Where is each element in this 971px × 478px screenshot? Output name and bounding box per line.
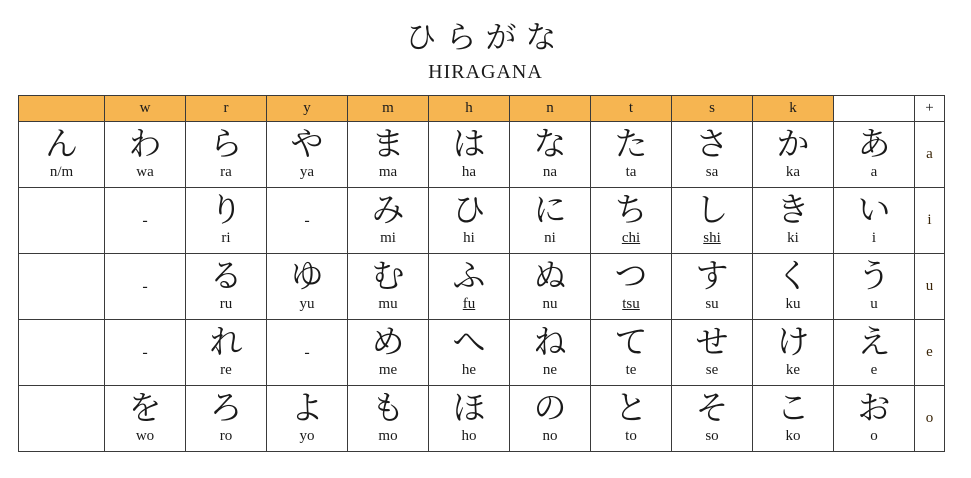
kana-cell-ha — [429, 122, 510, 188]
kana-glyph: か — [776, 127, 810, 164]
column-header-y: y — [267, 96, 348, 122]
column-header-r: r — [186, 96, 267, 122]
romaji-label: he — [461, 361, 477, 378]
kana-glyph: て — [614, 325, 648, 362]
kana-cell-wa — [105, 122, 186, 188]
kana-cell-ru — [186, 254, 267, 320]
romaji-label: ku — [785, 295, 801, 312]
page-subtitle: HIRAGANA — [428, 61, 543, 83]
romaji-label: sa — [705, 163, 719, 180]
kana-row-e — [19, 320, 945, 386]
kana-cell-e — [834, 320, 915, 386]
vowel-label-e: e — [915, 320, 945, 386]
romaji-label: ro — [219, 427, 233, 444]
kana-cell-i — [834, 188, 915, 254]
kana-cell-ni — [510, 188, 591, 254]
hiragana-chart-page — [0, 12, 971, 452]
empty-cell — [19, 254, 105, 320]
kana-cell-u — [834, 254, 915, 320]
romaji-label: mo — [378, 427, 398, 444]
kana-cell-mi — [348, 188, 429, 254]
romaji-label: shi — [703, 229, 721, 246]
kana-glyph: み — [371, 193, 405, 230]
kana-cell-ya — [267, 122, 348, 188]
romaji-label: se — [705, 361, 719, 378]
kana-cell-sa — [672, 122, 753, 188]
kana-glyph: せ — [695, 325, 729, 362]
romaji-label: yo — [299, 427, 315, 444]
column-header-blank-left — [19, 96, 105, 122]
kana-glyph: む — [371, 259, 405, 296]
kana-cell-he — [429, 320, 510, 386]
romaji-label: ha — [461, 163, 477, 180]
table-body — [19, 122, 945, 452]
header-row — [19, 96, 945, 122]
romaji-label: no — [542, 427, 558, 444]
kana-glyph: ぬ — [533, 259, 567, 296]
romaji-label: a — [870, 163, 878, 180]
dash-cell — [105, 320, 186, 386]
kana-cell-mu — [348, 254, 429, 320]
kana-glyph: こ — [776, 391, 810, 428]
vowel-label-o: o — [915, 386, 945, 452]
dash-mark: - — [304, 343, 310, 361]
kana-glyph: ほ — [452, 391, 486, 428]
kana-glyph: ろ — [209, 391, 243, 428]
kana-row-i — [19, 188, 945, 254]
column-header-n: n — [510, 96, 591, 122]
kana-glyph: に — [533, 193, 567, 230]
kana-glyph: け — [776, 325, 810, 362]
romaji-label: mu — [378, 295, 398, 312]
kana-glyph: る — [209, 259, 243, 296]
dash-mark: - — [142, 343, 148, 361]
column-header-t: t — [591, 96, 672, 122]
romaji-label: su — [705, 295, 719, 312]
column-header-k: k — [753, 96, 834, 122]
romaji-label: i — [871, 229, 877, 246]
romaji-label: chi — [621, 229, 641, 246]
kana-glyph: は — [452, 127, 486, 164]
kana-glyph: ね — [533, 325, 567, 362]
kana-glyph: ゆ — [290, 259, 324, 296]
kana-cell-ho — [429, 386, 510, 452]
page-title: ひらがな — [405, 20, 566, 55]
romaji-label: na — [542, 163, 558, 180]
romaji-label: mi — [380, 229, 396, 246]
kana-glyph: た — [614, 127, 648, 164]
romaji-label: ra — [220, 163, 232, 180]
kana-cell-o — [834, 386, 915, 452]
dash-cell — [267, 320, 348, 386]
kana-cell-yo — [267, 386, 348, 452]
kana-glyph: を — [128, 391, 162, 428]
kana-cell-a — [834, 122, 915, 188]
kana-cell-ne — [510, 320, 591, 386]
kana-glyph: も — [371, 391, 405, 428]
empty-cell — [19, 386, 105, 452]
kana-glyph: れ — [209, 325, 243, 362]
romaji-label: ri — [221, 229, 231, 246]
kana-glyph: さ — [695, 127, 729, 164]
kana-cell-ta — [591, 122, 672, 188]
kana-glyph: そ — [695, 391, 729, 428]
romaji-label: ru — [219, 295, 233, 312]
kana-cell-chi — [591, 188, 672, 254]
kana-cell-nu — [510, 254, 591, 320]
romaji-label: re — [220, 361, 232, 378]
kana-glyph: く — [776, 259, 810, 296]
kana-cell-ra — [186, 122, 267, 188]
kana-glyph: り — [209, 193, 243, 230]
romaji-label: ya — [299, 163, 315, 180]
empty-cell — [19, 320, 105, 386]
kana-glyph: ち — [614, 193, 648, 230]
kana-cell-to — [591, 386, 672, 452]
romaji-label: ne — [542, 361, 558, 378]
kana-cell-te — [591, 320, 672, 386]
column-header-m: m — [348, 96, 429, 122]
kana-glyph: と — [614, 391, 648, 428]
romaji-label: ke — [785, 361, 801, 378]
kana-glyph: つ — [614, 259, 648, 296]
romaji-label: me — [378, 361, 398, 378]
kana-glyph: き — [776, 193, 810, 230]
dash-mark: - — [142, 277, 148, 295]
kana-cell-shi — [672, 188, 753, 254]
kana-cell-na — [510, 122, 591, 188]
romaji-label: so — [705, 427, 719, 444]
kana-cell-re — [186, 320, 267, 386]
kana-cell-wo — [105, 386, 186, 452]
romaji-label: e — [870, 361, 878, 378]
romaji-label: tsu — [622, 295, 640, 312]
hiragana-table — [18, 95, 945, 452]
column-header-h: h — [429, 96, 510, 122]
kana-glyph: う — [857, 259, 891, 296]
column-header-blank-vowel — [834, 96, 915, 122]
kana-cell-ka — [753, 122, 834, 188]
romaji-label: ka — [785, 163, 801, 180]
kana-glyph: す — [695, 259, 729, 296]
dash-cell — [105, 254, 186, 320]
kana-cell-hi — [429, 188, 510, 254]
kana-glyph: め — [371, 325, 405, 362]
kana-cell-ke — [753, 320, 834, 386]
kana-glyph: な — [533, 127, 567, 164]
romaji-label: ko — [785, 427, 801, 444]
kana-glyph: ひ — [452, 193, 486, 230]
kana-cell-ku — [753, 254, 834, 320]
column-header-w: w — [105, 96, 186, 122]
kana-row-u — [19, 254, 945, 320]
kana-cell-n-m — [19, 122, 105, 188]
kana-cell-se — [672, 320, 753, 386]
vowel-label-u: u — [915, 254, 945, 320]
kana-row-o — [19, 386, 945, 452]
kana-cell-no — [510, 386, 591, 452]
dash-cell — [267, 188, 348, 254]
romaji-label: hi — [463, 229, 475, 246]
kana-glyph: あ — [857, 127, 891, 164]
kana-cell-ri — [186, 188, 267, 254]
kana-cell-yu — [267, 254, 348, 320]
column-header-plus: + — [915, 96, 945, 122]
kana-cell-mo — [348, 386, 429, 452]
kana-cell-tsu — [591, 254, 672, 320]
romaji-label: fu — [462, 295, 476, 312]
romaji-label: yu — [299, 295, 315, 312]
romaji-label: ni — [544, 229, 556, 246]
kana-glyph: ま — [371, 127, 405, 164]
romaji-label: wa — [136, 163, 154, 180]
kana-glyph: わ — [128, 127, 162, 164]
kana-cell-ma — [348, 122, 429, 188]
kana-glyph: ん — [45, 127, 78, 164]
romaji-label: to — [625, 427, 637, 444]
kana-glyph: し — [695, 193, 729, 230]
romaji-label: wo — [135, 427, 155, 444]
romaji-label: nu — [542, 295, 558, 312]
romaji-label: ta — [625, 163, 637, 180]
kana-cell-me — [348, 320, 429, 386]
romaji-label: ma — [378, 163, 398, 180]
romaji-label: ki — [787, 229, 799, 246]
kana-row-a — [19, 122, 945, 188]
romaji-label: n/m — [49, 163, 74, 180]
dash-mark: - — [142, 211, 148, 229]
kana-cell-fu — [429, 254, 510, 320]
vowel-label-a: a — [915, 122, 945, 188]
kana-cell-ko — [753, 386, 834, 452]
kana-cell-so — [672, 386, 753, 452]
vowel-label-i: i — [915, 188, 945, 254]
kana-cell-ki — [753, 188, 834, 254]
kana-glyph: お — [857, 391, 891, 428]
romaji-label: te — [625, 361, 637, 378]
kana-glyph: ふ — [452, 259, 486, 296]
kana-glyph: へ — [452, 325, 486, 362]
kana-cell-ro — [186, 386, 267, 452]
kana-cell-su — [672, 254, 753, 320]
empty-cell — [19, 188, 105, 254]
kana-glyph: よ — [290, 391, 324, 428]
kana-glyph: ら — [209, 127, 243, 164]
romaji-label: ho — [461, 427, 477, 444]
kana-glyph: や — [290, 127, 324, 164]
kana-glyph: い — [857, 193, 891, 230]
romaji-label: o — [870, 427, 878, 444]
column-header-s: s — [672, 96, 753, 122]
kana-glyph: え — [857, 325, 891, 362]
dash-cell — [105, 188, 186, 254]
table-header — [19, 96, 945, 122]
romaji-label: u — [870, 295, 878, 312]
kana-glyph: の — [533, 391, 567, 428]
dash-mark: - — [304, 211, 310, 229]
